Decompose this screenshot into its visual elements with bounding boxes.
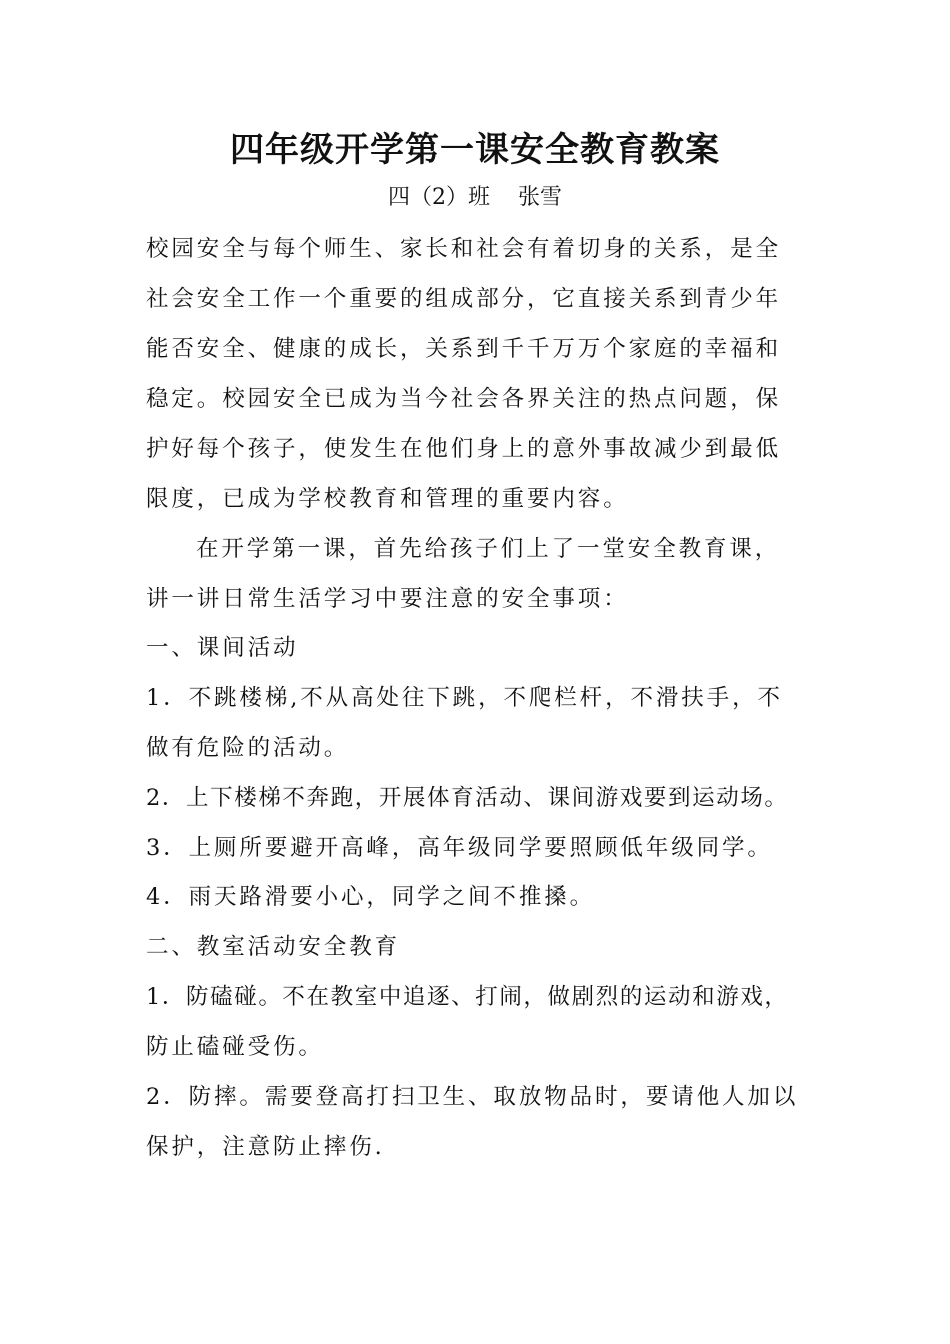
- list-item-line: 1．防磕碰。不在教室中追逐、打闹，做剧烈的运动和游戏，: [146, 984, 789, 1010]
- list-item-line: 2．上下楼梯不奔跑，开展体育活动、课间游戏要到运动场。: [146, 785, 789, 811]
- paragraph-line: 稳定。校园安全已成为当今社会各界关注的热点问题，保: [146, 386, 782, 412]
- list-item-line: 3．上厕所要避开高峰，高年级同学要照顾低年级同学。: [146, 835, 773, 861]
- list-item-line: 1．不跳楼梯,不从高处往下跳，不爬栏杆，不滑扶手，不: [146, 685, 783, 711]
- section-heading: 二、教室活动安全教育: [146, 934, 401, 960]
- document-byline: 四（2）班 张雪: [388, 185, 562, 210]
- list-item-line: 防止磕碰受伤。: [146, 1034, 324, 1060]
- section-heading: 一、课间活动: [146, 635, 299, 661]
- paragraph-line: 限度，已成为学校教育和管理的重要内容。: [146, 486, 629, 512]
- paragraph-line: 社会安全工作一个重要的组成部分，它直接关系到青少年: [146, 286, 782, 312]
- paragraph-line: 讲一讲日常生活学习中要注意的安全事项：: [146, 586, 629, 612]
- paragraph-line: 能否安全、健康的成长，关系到千千万万个家庭的幸福和: [146, 336, 782, 362]
- document-title: 四年级开学第一课安全教育教案: [230, 130, 720, 170]
- list-item-line: 保护，注意防止摔伤.: [146, 1134, 385, 1160]
- list-item-line: 2．防摔。需要登高打扫卫生、取放物品时，要请他人加以: [146, 1084, 799, 1110]
- paragraph-line: 校园安全与每个师生、家长和社会有着切身的关系，是全: [146, 236, 782, 262]
- paragraph-line: 护好每个孩子，使发生在他们身上的意外事故减少到最低: [146, 436, 782, 462]
- list-item-line: 做有危险的活动。: [146, 735, 350, 761]
- paragraph-line: 在开学第一课，首先给孩子们上了一堂安全教育课，: [196, 536, 781, 562]
- list-item-line: 4．雨天路滑要小心，同学之间不推搡。: [146, 884, 596, 910]
